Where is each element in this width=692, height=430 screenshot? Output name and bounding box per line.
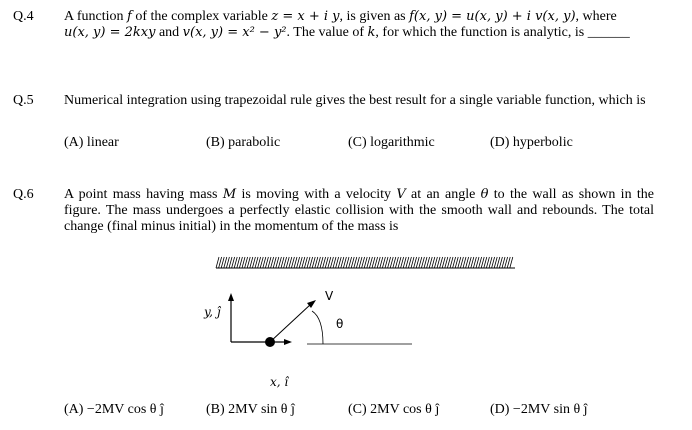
- wall-hatch-stroke: [463, 257, 466, 268]
- wall-hatch-stroke: [281, 257, 284, 268]
- wall-hatch-stroke: [403, 257, 406, 268]
- wall-hatch-stroke: [315, 257, 318, 268]
- q6-option-b: (B) 2MV sin θ ĵ: [206, 402, 295, 417]
- q4-line1-f: f: [127, 9, 132, 24]
- wall-hatch-stroke: [224, 257, 227, 268]
- q4-line1-c: , is given as: [339, 9, 410, 24]
- wall-hatch-stroke: [510, 257, 513, 268]
- wall-hatch-stroke: [216, 257, 219, 268]
- wall-hatch-stroke: [437, 257, 440, 268]
- wall-hatch-stroke: [497, 257, 500, 268]
- q4-line2-a: and: [155, 25, 183, 40]
- wall-hatch-stroke: [232, 257, 235, 268]
- wall-hatch-stroke: [359, 257, 362, 268]
- wall-hatch-stroke: [362, 257, 365, 268]
- wall-hatch-stroke: [323, 257, 326, 268]
- wall-hatch-stroke: [273, 257, 276, 268]
- wall-hatch-stroke: [481, 257, 484, 268]
- x-axis-label: x, î: [270, 375, 289, 389]
- wall-hatch-stroke: [390, 257, 393, 268]
- wall-hatch-stroke: [265, 257, 268, 268]
- wall-hatch-stroke: [388, 257, 391, 268]
- wall-hatch-stroke: [380, 257, 383, 268]
- q4-line2-math2: v(x, y) = x² − y²: [182, 25, 287, 40]
- wall-hatch-stroke: [406, 257, 409, 268]
- wall-hatch-stroke: [489, 257, 492, 268]
- q4-line1-a: A function: [64, 9, 127, 24]
- wall-hatch-stroke: [432, 257, 435, 268]
- wall-hatch-stroke: [336, 257, 339, 268]
- wall-hatch-stroke: [320, 257, 323, 268]
- wall-hatch-stroke: [476, 257, 479, 268]
- wall-hatch-stroke: [255, 257, 258, 268]
- wall-hatch-stroke: [247, 257, 250, 268]
- velocity-label: V: [325, 289, 334, 303]
- q6-text-d: to the wall as shown in the figure. The mass undergoes a perfectly elastic collision with the smooth wall and rebounds. The total change (final minus initial) in the momentum of the mass is: [64, 187, 654, 234]
- wall-hatch-stroke: [401, 257, 404, 268]
- wall-hatch-stroke: [294, 257, 297, 268]
- wall-hatch-stroke: [367, 257, 370, 268]
- q5-option-b: (B) parabolic: [206, 135, 281, 150]
- q6-option-a: (A) −2MV cos θ ĵ: [64, 402, 164, 417]
- wall-hatch-stroke: [499, 257, 502, 268]
- wall-hatch-stroke: [291, 257, 294, 268]
- q6-option-c: (C) 2MV cos θ ĵ: [348, 402, 440, 417]
- wall-hatch-stroke: [411, 257, 414, 268]
- wall-hatch-stroke: [242, 257, 245, 268]
- wall-hatch-stroke: [219, 257, 222, 268]
- wall-hatch-stroke: [333, 257, 336, 268]
- wall-hatch-stroke: [271, 257, 274, 268]
- wall-hatch-stroke: [252, 257, 255, 268]
- wall-hatch-stroke: [284, 257, 287, 268]
- question-5-text: Numerical integration using trapezoidal rule gives the best result for a single variable function, which is: [64, 93, 646, 108]
- wall-hatch-stroke: [468, 257, 471, 268]
- q6-option-d: (D) −2MV sin θ ĵ: [490, 402, 588, 417]
- wall-hatch-stroke: [354, 257, 357, 268]
- q6-text-M: M: [222, 187, 237, 202]
- q4-line2-math1: u(x, y) = 2kxy: [64, 25, 156, 40]
- wall-hatch: [216, 257, 515, 268]
- wall-hatch-stroke: [258, 257, 261, 268]
- angle-arc: [312, 311, 323, 344]
- wall-hatch-stroke: [385, 257, 388, 268]
- wall-hatch-stroke: [377, 257, 380, 268]
- question-6-number: Q.6: [13, 187, 34, 202]
- wall-hatch-stroke: [286, 257, 289, 268]
- question-4-number: Q.4: [13, 9, 34, 24]
- q4-line2-k: k: [367, 25, 376, 40]
- x-axis-arrowhead: [284, 339, 292, 345]
- wall-hatch-stroke: [299, 257, 302, 268]
- q6-text-theta: θ: [480, 187, 489, 202]
- q6-text-V: V: [396, 187, 406, 202]
- wall-hatch-stroke: [351, 257, 354, 268]
- q4-line2-c: , for which the function is analytic, is ______: [375, 25, 630, 40]
- wall-hatch-stroke: [364, 257, 367, 268]
- wall-hatch-stroke: [507, 257, 510, 268]
- wall-hatch-stroke: [447, 257, 450, 268]
- wall-hatch-stroke: [450, 257, 453, 268]
- wall-hatch-stroke: [237, 257, 240, 268]
- wall-hatch-stroke: [338, 257, 341, 268]
- wall-hatch-stroke: [445, 257, 448, 268]
- wall-hatch-stroke: [234, 257, 237, 268]
- q6-text-c: at an angle: [405, 187, 481, 202]
- wall-hatch-stroke: [393, 257, 396, 268]
- wall-hatch-stroke: [307, 257, 310, 268]
- q4-line1-d: , where: [575, 9, 617, 24]
- wall-hatch-stroke: [484, 257, 487, 268]
- wall-hatch-stroke: [229, 257, 232, 268]
- wall-hatch-stroke: [349, 257, 352, 268]
- wall-hatch-stroke: [460, 257, 463, 268]
- wall-hatch-stroke: [455, 257, 458, 268]
- q5-option-c: (C) logarithmic: [348, 135, 435, 150]
- wall-hatch-stroke: [427, 257, 430, 268]
- question-5-number: Q.5: [13, 93, 34, 108]
- wall-hatch-stroke: [416, 257, 419, 268]
- q4-line2-b: . The value of: [286, 25, 368, 40]
- wall-hatch-stroke: [263, 257, 266, 268]
- wall-hatch-stroke: [356, 257, 359, 268]
- q5-option-a: (A) linear: [64, 135, 119, 150]
- wall-hatch-stroke: [268, 257, 271, 268]
- wall-hatch-stroke: [424, 257, 427, 268]
- wall-hatch-stroke: [440, 257, 443, 268]
- wall-hatch-stroke: [473, 257, 476, 268]
- wall-hatch-stroke: [502, 257, 505, 268]
- wall-hatch-stroke: [434, 257, 437, 268]
- wall-hatch-stroke: [442, 257, 445, 268]
- wall-hatch-stroke: [239, 257, 242, 268]
- wall-hatch-stroke: [221, 257, 224, 268]
- wall-hatch-stroke: [419, 257, 422, 268]
- wall-hatch-stroke: [429, 257, 432, 268]
- wall-hatch-stroke: [382, 257, 385, 268]
- q6-text-a: A point mass having mass: [64, 187, 223, 202]
- angle-label: θ: [336, 317, 344, 331]
- wall-hatch-stroke: [341, 257, 344, 268]
- wall-hatch-stroke: [317, 257, 320, 268]
- wall-hatch-stroke: [398, 257, 401, 268]
- wall-hatch-stroke: [260, 257, 263, 268]
- q5-option-d: (D) hyperbolic: [490, 135, 573, 150]
- wall-hatch-stroke: [245, 257, 248, 268]
- wall-hatch-stroke: [375, 257, 378, 268]
- wall-hatch-stroke: [494, 257, 497, 268]
- wall-hatch-stroke: [310, 257, 313, 268]
- wall-hatch-stroke: [325, 257, 328, 268]
- q4-line1-math1: z = x + i y: [271, 9, 340, 24]
- wall-hatch-stroke: [421, 257, 424, 268]
- wall-hatch-stroke: [471, 257, 474, 268]
- wall-hatch-stroke: [312, 257, 315, 268]
- q4-line1-b: of the complex variable: [131, 9, 272, 24]
- wall-hatch-stroke: [226, 257, 229, 268]
- wall-hatch-stroke: [276, 257, 279, 268]
- wall-hatch-stroke: [492, 257, 495, 268]
- wall-hatch-stroke: [304, 257, 307, 268]
- wall-hatch-stroke: [395, 257, 398, 268]
- wall-hatch-stroke: [453, 257, 456, 268]
- q4-line1-math2: f(x, y) = u(x, y) + i v(x, y): [409, 9, 576, 24]
- wall-hatch-stroke: [372, 257, 375, 268]
- wall-hatch-stroke: [343, 257, 346, 268]
- wall-hatch-stroke: [408, 257, 411, 268]
- wall-hatch-stroke: [346, 257, 349, 268]
- wall-hatch-stroke: [505, 257, 508, 268]
- wall-hatch-stroke: [466, 257, 469, 268]
- wall-hatch-stroke: [369, 257, 372, 268]
- wall-hatch-stroke: [479, 257, 482, 268]
- wall-hatch-stroke: [297, 257, 300, 268]
- wall-hatch-stroke: [486, 257, 489, 268]
- y-axis-arrowhead: [228, 293, 234, 301]
- q6-text-b: is moving with a velocity: [236, 187, 397, 202]
- wall-hatch-stroke: [250, 257, 253, 268]
- wall-hatch-stroke: [302, 257, 305, 268]
- wall-hatch-stroke: [328, 257, 331, 268]
- point-mass: [265, 337, 275, 347]
- wall-hatch-stroke: [289, 257, 292, 268]
- y-axis-label: y, ĵ: [204, 305, 221, 319]
- wall-hatch-stroke: [330, 257, 333, 268]
- wall-hatch-stroke: [278, 257, 281, 268]
- wall-hatch-stroke: [458, 257, 461, 268]
- velocity-vector-line: [270, 304, 311, 342]
- wall-hatch-stroke: [414, 257, 417, 268]
